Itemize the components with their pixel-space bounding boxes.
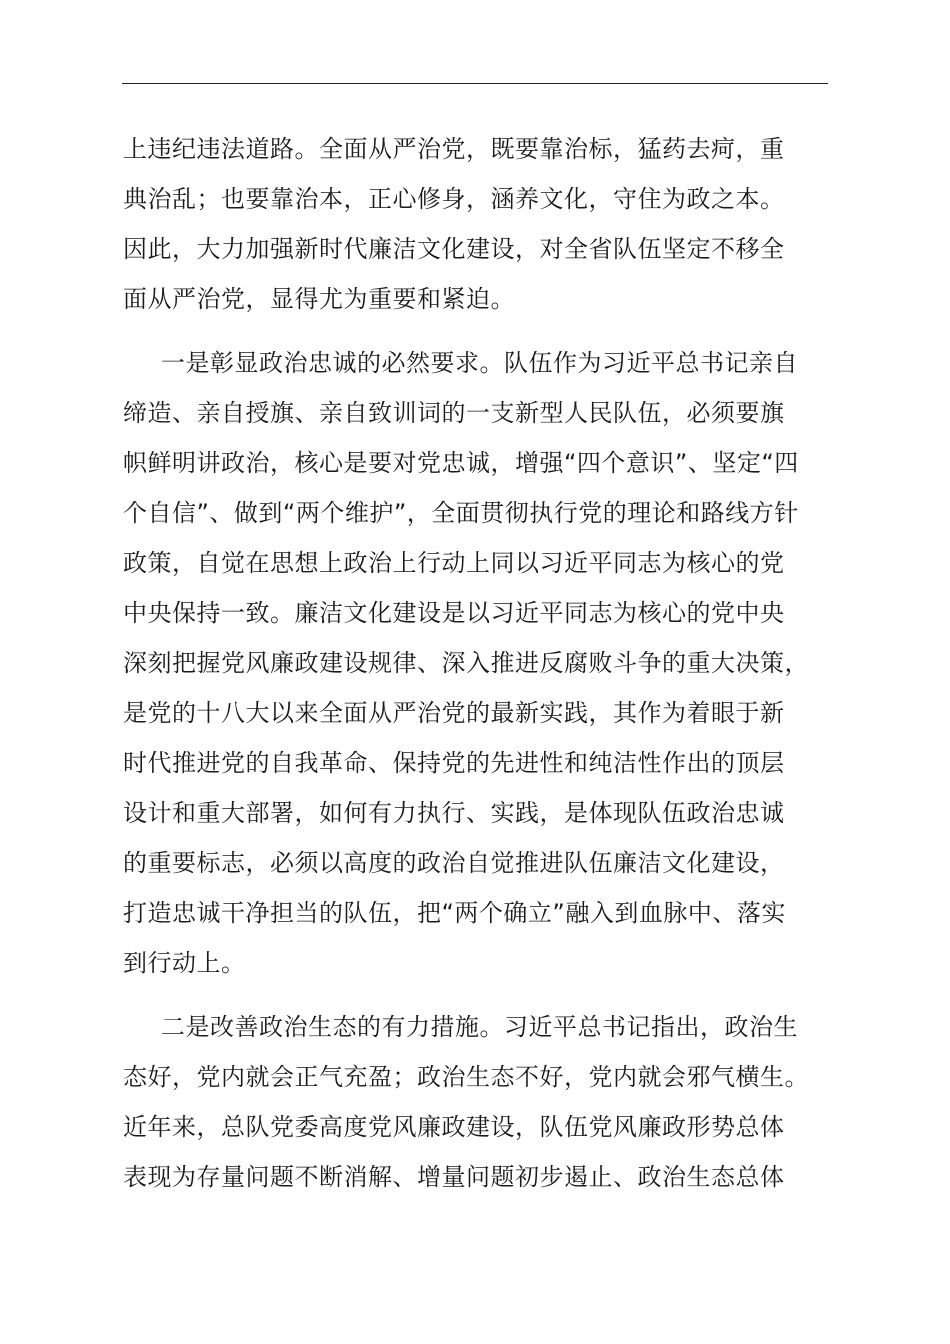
text-line: 一是彰显政治忠诚的必然要求。队伍作为习近平总书记亲自 — [161, 349, 798, 377]
text-line: 设计和重大部署，如何有力执行、实践，是体现队伍政治忠诚 — [123, 799, 785, 827]
text-line: 缔造、亲自授旗、亲自致训词的一支新型人民队伍，必须要旗 — [123, 399, 785, 427]
text-line: 打造忠诚干净担当的队伍，把“两个确立”融入到血脉中、落实 — [123, 899, 786, 927]
text-line: 时代推进党的自我革命、保持党的先进性和纯洁性作出的顶层 — [123, 749, 785, 777]
text-line: 的重要标志，必须以高度的政治自觉推进队伍廉洁文化建设， — [123, 849, 785, 877]
text-line: 中央保持一致。廉洁文化建设是以习近平同志为核心的党中央 — [123, 599, 785, 627]
paragraph-spacer — [123, 988, 829, 1002]
paragraph — [123, 338, 829, 988]
text-line: 帜鲜明讲政治，核心是要对党忠诚，增强“四个意识”、坚定“四 — [123, 449, 799, 477]
text-line: 表现为存量问题不断消解、增量问题初步遏止、政治生态总体 — [123, 1163, 785, 1191]
header-rule — [122, 83, 828, 84]
text-line: 上违纪违法道路。全面从严治党，既要靠治标，猛药去疴，重 — [123, 135, 785, 163]
text-line: 到行动上。 — [123, 949, 246, 977]
text-line: 二是改善政治生态的有力措施。习近平总书记指出，政治生 — [161, 1013, 798, 1041]
text-line: 面从严治党，显得尤为重要和紧迫。 — [123, 285, 515, 313]
text-line: 典治乱；也要靠治本，正心修身，涵养文化，守住为政之本。 — [123, 185, 785, 213]
text-line: 是党的十八大以来全面从严治党的最新实践，其作为着眼于新 — [123, 699, 785, 727]
paragraph-spacer — [123, 324, 829, 338]
text-line: 态好，党内就会正气充盈；政治生态不好，党内就会邪气横生。 — [123, 1063, 809, 1091]
text-line: 个自信”、做到“两个维护”，全面贯彻执行党的理论和路线方针 — [123, 499, 799, 527]
paragraph — [123, 1002, 829, 1202]
text-line: 近年来，总队党委高度党风廉政建设，队伍党风廉政形势总体 — [123, 1113, 785, 1141]
paragraph — [123, 124, 829, 324]
text-line: 因此，大力加强新时代廉洁文化建设，对全省队伍坚定不移全 — [123, 235, 785, 263]
text-line: 政策，自觉在思想上政治上行动上同以习近平同志为核心的党 — [123, 549, 785, 577]
text-line: 深刻把握党风廉政建设规律、深入推进反腐败斗争的重大决策， — [123, 649, 809, 677]
body-text — [123, 124, 829, 1202]
